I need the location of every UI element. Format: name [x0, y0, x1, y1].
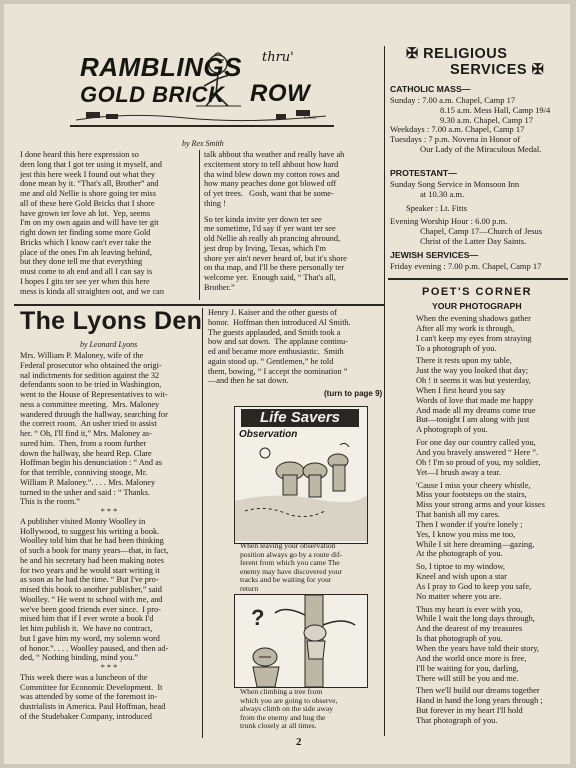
poem-line: A photograph of you. [416, 425, 488, 435]
lyons-den-column-2 [208, 308, 380, 386]
column-divider [384, 46, 385, 736]
ramblings-title-row: ROW [250, 80, 311, 107]
text-line: again stood up. “ Gentlemen,” he told [208, 356, 334, 366]
jewish-heading: JEWISH SERVICES— [390, 250, 479, 260]
section-separator: * * * [100, 663, 118, 672]
text-line: let him publish it. We have no contract, [20, 624, 153, 633]
ramblings-title-thru: thru' [262, 50, 294, 65]
text-line: but I gave him my word, my solemn word [20, 633, 160, 643]
schedule-line: Our Lady of the Miraculous Medal. [420, 143, 542, 154]
text-line: as soon as he had the time. “ But I've pro- [20, 575, 159, 585]
schedule-line: 9.30 a.m. Chapel, Camp 17 [440, 114, 534, 125]
life-savers-panel-2 [234, 594, 368, 688]
ramblings-title-gold-brick: GOLD BRICK [80, 82, 225, 107]
caption-line: from the enemy and hug the [240, 712, 326, 722]
poem-line: Yes, I know you miss me too, [416, 529, 516, 539]
schedule-line: Sunday : 7.00 a.m. Chapel, Camp 17 [390, 95, 516, 105]
poem-line: Kneel and wish upon a star [416, 572, 507, 582]
text-line: for that terrible, conniving stooge, Mr. [20, 468, 148, 477]
poem-line: There will still be you and me. [416, 673, 519, 683]
text-line: Henry J. Kaiser and the other guests of [208, 308, 338, 317]
text-line: wandered through the hallway, searching for [20, 409, 168, 419]
poem-line: Miss your footsteps on the stairs, [416, 490, 527, 500]
lyons-den-byline: by Leonard Lyons [80, 340, 138, 349]
section-separator: * * * [100, 507, 118, 516]
page-number: 2 [296, 736, 302, 748]
text-line: place of the ones I'm ah leaving behind, [20, 247, 152, 257]
column-divider [199, 150, 200, 300]
religious-services-title-2: SERVICES ✠ [450, 62, 545, 78]
lyons-den-title: The Lyons Den [20, 307, 203, 335]
text-line: Mrs. William P. Maloney, wife of the [20, 351, 144, 360]
catholic-schedule [390, 96, 568, 155]
text-line: must come to ah end and all I can say is [20, 267, 153, 276]
caption-line: enemy may have discovered your [240, 566, 343, 576]
schedule-line: Speaker : Lt. Fitts [406, 202, 467, 213]
text-line: we've been good friends ever since. I pro- [20, 604, 161, 614]
poem-line: I can't keep my eyes from straying [416, 333, 532, 343]
soldiers-observation-illustration [235, 441, 367, 541]
text-line: Committee for Economic Development. It [20, 682, 163, 692]
poem-title: YOUR PHOTOGRAPH [432, 301, 522, 311]
continued-on-page-link: (turn to page 9) [324, 389, 383, 398]
caption-line: tracks and be waiting for your [240, 575, 332, 585]
poem-line: I'll be waiting for you, darling, [416, 663, 519, 673]
text-line: Woolley told him that he had been thinking [20, 536, 164, 546]
text-line: me and old Nellie is shore going ter miss [20, 189, 156, 198]
text-line: shore yer ain't never heard of, but it's shore [204, 253, 347, 263]
text-line: was attended by some of the foremost in- [20, 692, 158, 702]
schedule-line: at 10.30 a.m. [420, 188, 465, 199]
text-line: but they done tell me that everything [20, 257, 143, 267]
poem-line: While I wait the long days through, [416, 614, 535, 624]
caption-line: ferent from which you came The [240, 558, 340, 568]
text-line: Hoffman begin his denunciation : “ And as [20, 458, 163, 468]
section-divider [388, 278, 568, 280]
caption-line: When climbing a tree from [240, 687, 323, 696]
poem-line: Oh ! it seems it was but yesterday, [416, 376, 531, 386]
column-divider [202, 308, 203, 738]
text-line: turned to the usher and said : “ Thanks. [20, 487, 151, 497]
schedule-line: Friday evening : 7.00 p.m. Chapel, Camp 17 [390, 261, 542, 271]
poem-line: Oh ! I'm so proud of you, my soldier, [416, 457, 541, 467]
poets-corner-title: POET'S CORNER [422, 286, 533, 298]
text-line: William P. Maloney.”. . . . Mrs. Maloney [20, 477, 156, 487]
text-line: So ter kinda invite yer down ter see [204, 214, 322, 224]
text-line: of honor.”. . . . Woolley paused, and then ad- [20, 643, 169, 653]
schedule-line: Chapel, Camp 17—Church of Jesus [420, 226, 543, 237]
poem-line: Miss your strong arms and your kisses [416, 500, 545, 510]
text-line: went to the House of Representatives to wit- [20, 390, 168, 399]
text-line: Hollywood, to suggest his writing a book. [20, 526, 160, 536]
text-line: The guests applauded, and Smith took a [208, 327, 341, 337]
text-line: right down ter finding some more Gold [20, 228, 151, 237]
poem-body [416, 314, 570, 726]
life-savers-caption-1 [240, 542, 364, 594]
poem-line: Then I wonder if you're lonely ; [416, 519, 523, 529]
poem-line: As I pray to God to keep you safe, [416, 581, 532, 591]
poem-line: Thus my heart is ever with you, [416, 604, 523, 614]
poem-line: So, I tiptoe to my window, [416, 562, 506, 572]
text-line: A publisher visited Monty Woolley in [20, 516, 146, 526]
caption-line: which you are going to observe, [240, 695, 338, 705]
ramblings-column-2 [204, 150, 380, 293]
poem-line: But forever in my heart I'll hold [416, 706, 523, 716]
newspaper-page [4, 4, 570, 764]
text-line: dern long that I got ter using it myself, and [20, 159, 162, 169]
text-line: have grown ter love ah lot. Yep, seems [20, 208, 151, 218]
poem-line: At the photograph of you. [416, 549, 503, 559]
schedule-line: Sunday Song Service in Monsoon Inn [390, 179, 520, 189]
soldier-tree-illustration [235, 595, 367, 687]
text-line: down the hallway, she heard Rep. Clare [20, 448, 152, 458]
section-divider [14, 304, 384, 306]
poem-line: When I first heard you say [416, 385, 506, 395]
text-line: ed and became more enthusiastic. Smith [208, 347, 344, 356]
text-line: mised this book to another publisher,” said [20, 585, 162, 594]
text-line: defendants soon to be tried in Washington, [20, 380, 162, 390]
text-line: ness a committee meeting. Mrs. Maloney [20, 399, 160, 409]
text-line: This is the room.” [20, 497, 80, 507]
text-line: Bricks which I know can't ever take the [20, 237, 152, 247]
jewish-schedule [390, 262, 570, 272]
text-line: done mean by it. “That's all, Brother” and [20, 179, 159, 189]
text-line: welcome yer. Enough said, “ That's all, [204, 273, 336, 282]
poem-line: Yet—I brush away a tear. [416, 467, 501, 477]
life-savers-title: Life Savers [241, 409, 359, 427]
catholic-heading: CATHOLIC MASS— [390, 84, 471, 94]
text-line: ded, “ Nothing binding, mind you.” [20, 653, 138, 663]
poem-line: Then we'll build our dreams together [416, 686, 540, 696]
text-line: jest drop by Irving, Texas, which I'm [204, 243, 326, 253]
poem-line: That banish all my cares. [416, 510, 500, 520]
caption-line: always climb on the side away [240, 704, 333, 714]
text-line: tha wind blew down my cotton rows and [204, 169, 340, 179]
life-savers-caption-2 [240, 688, 364, 731]
schedule-line: Christ of the Latter Day Saints. [420, 235, 527, 246]
text-line: excitement story to tell ahbout how hard [204, 159, 339, 169]
text-line: —and then he sat down. [208, 376, 289, 386]
text-line: them, bowing, “ I accept the nomination ” [208, 366, 348, 376]
text-line: how many peaches done got blowed off [204, 179, 337, 189]
schedule-line: 8.15 a.m. Mess Hall, Camp 19/4 [440, 104, 551, 115]
poem-line: Hand in hand the long years through ; [416, 696, 543, 706]
ramblings-title-left: RAMBLINGS [80, 52, 242, 82]
protestant-heading: PROTESTANT— [390, 168, 457, 178]
schedule-line: Evening Worship Hour : 6.00 p.m. [390, 216, 508, 227]
poem-line: After all my work is through, [416, 323, 515, 333]
text-line: This week there was a luncheon of the [20, 672, 148, 682]
text-line: of the Studebaker Company, introduced [20, 711, 152, 721]
text-line: Woolley. “ He went to school with me, and [20, 594, 163, 604]
text-line: thing ! [204, 198, 226, 208]
text-line: her. “ Oh, I'll find it,” Mrs. Maloney as- [20, 429, 152, 438]
text-line: I'm on my own again and will have ter git [20, 218, 159, 228]
artist-signature: Cowie [304, 116, 317, 121]
text-line: all of these here Gold Bricks that I shore [20, 198, 155, 208]
text-line: talk ahbout tha weather and really have ah [204, 150, 345, 159]
poem-line: But—tonight I am along with just [416, 415, 530, 425]
poem-line: Just the way you looked that day; [416, 366, 529, 376]
text-line: old Nellie ah really ah prancing ahround, [204, 234, 341, 243]
text-line: Brother.” [204, 282, 235, 292]
poem-line: Is that photograph of you. [416, 634, 503, 644]
poem-line: When the years have told their story, [416, 644, 539, 653]
poem-line: And the world once more is free, [416, 653, 527, 663]
text-line: me sometime, I'd say if yer want ter see [204, 224, 336, 234]
caption-line: trunk closely at all times. [240, 721, 317, 731]
poem-line: To a photograph of you. [416, 343, 497, 353]
poem-line: While I sit here dreaming—gazing, [416, 539, 535, 549]
poem-line: Words of love that made me happy [416, 395, 534, 405]
poem-line: When the evening shadows gather [416, 314, 531, 323]
protestant-schedule [390, 180, 568, 247]
text-line: mised him that if I ever wrote a book I'd [20, 614, 154, 624]
poem-line: And made all my dreams come true [416, 405, 536, 415]
text-line: of yet trees. Gosh, want that be some- [204, 189, 334, 198]
poem-line: And the dearest of my treasures [416, 624, 523, 634]
text-line: Federal prosecutor who obtained the origi- [20, 360, 162, 370]
caption-line: When leaving your observation [240, 541, 336, 550]
ramblings-header-art [66, 46, 338, 132]
schedule-line: Tuesdays : 7 p.m. Novena in Honor of [390, 134, 521, 145]
poem-line: That photograph of you. [416, 715, 498, 725]
religious-services-title-1: ✠ RELIGIOUS [406, 46, 508, 62]
ramblings-byline: by Rex Smith [182, 139, 224, 148]
ramblings-column-1 [20, 150, 192, 296]
poem-line: For one day our country called you, [416, 438, 536, 448]
text-line: of such a book for many years—that, in fact, [20, 546, 169, 555]
text-line: nal indictments for sedition against the 32 [20, 370, 160, 380]
text-line: he and his secretary had been making notes [20, 555, 164, 565]
text-line: sured him. Then, from a room further [20, 438, 147, 448]
poem-line: There it rests upon my table, [416, 356, 512, 366]
text-line: dustrialists in America. Paul Hoffman, head [20, 702, 166, 711]
life-savers-subtitle: Observation [239, 429, 298, 440]
text-line: for two years and he would start writing it [20, 565, 160, 575]
svg-text:?: ? [251, 605, 265, 630]
text-line: honor. Hoffman then introduced Al Smith. [208, 317, 351, 327]
poem-line: And you bravely answered “ Here ”. [416, 447, 539, 457]
text-line: the correct room. An usher tried to assist [20, 419, 157, 429]
text-line: I hopes I gits ter see yer when this here [20, 276, 150, 286]
life-savers-panel-1 [234, 406, 368, 544]
poem-line: No matter where you are. [416, 591, 502, 601]
text-line: mess is kinda all straighten out, and we can [20, 286, 165, 296]
text-line: I done heard this here expression so [20, 150, 139, 159]
caption-line: return [240, 583, 259, 593]
lyons-den-column-1 [20, 351, 198, 722]
poem-line: 'Cause I miss your cheery whistle, [416, 480, 531, 490]
text-line: jest this here week I found out what they [20, 169, 156, 179]
schedule-line: Weekdays : 7.00 a.m. Chapel, Camp 17 [390, 124, 525, 135]
caption-line: position always go by a route dif- [240, 549, 343, 559]
text-line: on tha map, and I'll be there personally ter [204, 263, 344, 273]
text-line: bow and sat down. The applause continu- [208, 337, 348, 347]
